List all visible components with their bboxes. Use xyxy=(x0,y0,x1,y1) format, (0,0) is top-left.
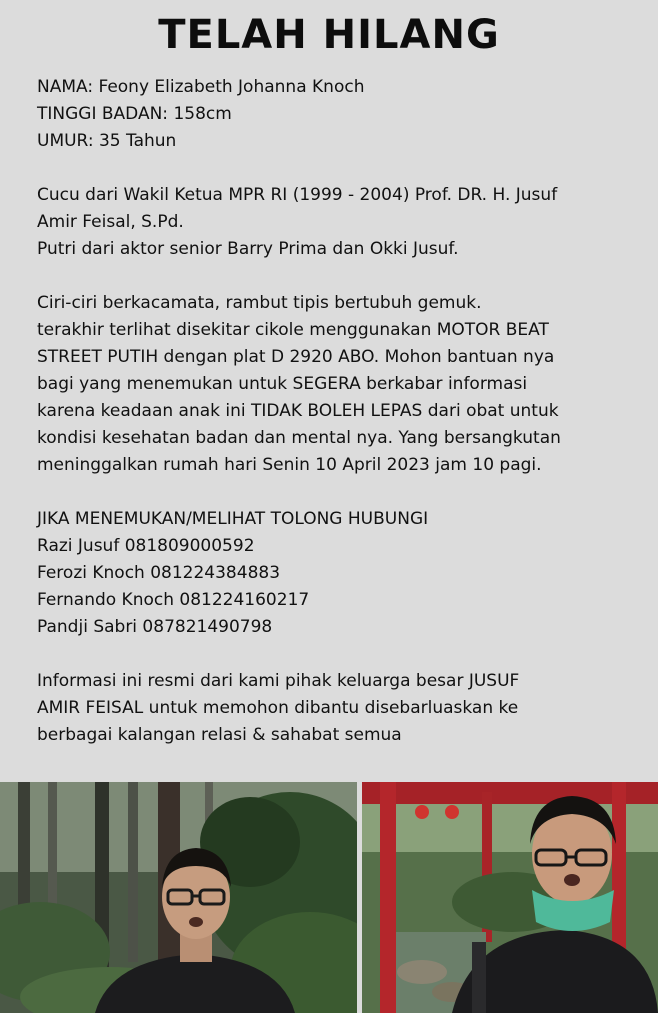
family-line: Putri dari aktor senior Barry Prima dan Okki Jusuf. xyxy=(37,239,459,259)
name-line: NAMA: Feony Elizabeth Johanna Knoch xyxy=(37,77,365,97)
description-line: kondisi kesehatan badan dan mental nya. Yang bersangkutan xyxy=(37,428,561,448)
family-line: Cucu dari Wakil Ketua MPR RI (1999 - 2004) Prof. DR. H. Jusuf xyxy=(37,185,558,205)
contact-line: Ferozi Knoch 081224384883 xyxy=(37,563,281,583)
age-line: UMUR: 35 Tahun xyxy=(37,131,177,151)
garden-pavilion-photo xyxy=(362,782,658,1013)
description-line: terakhir terlihat disekitar cikole menggunakan MOTOR BEAT xyxy=(37,320,549,340)
forest-photo xyxy=(0,782,357,1013)
contact-line: Fernando Knoch 081224160217 xyxy=(37,590,310,610)
description-line: STREET PUTIH dengan plat D 2920 ABO. Mohon bantuan nya xyxy=(37,347,555,367)
poster-title: TELAH HILANG xyxy=(158,12,500,58)
height-line: TINGGI BADAN: 158cm xyxy=(37,104,232,124)
garden-pavilion-illustration xyxy=(362,782,658,1013)
contact-line: Pandji Sabri 087821490798 xyxy=(37,617,273,637)
contact-heading: JIKA MENEMUKAN/MELIHAT TOLONG HUBUNGI xyxy=(37,509,429,529)
closing-line: AMIR FEISAL untuk memohon dibantu disebarluaskan ke xyxy=(37,698,519,718)
closing-line: berbagai kalangan relasi & sahabat semua xyxy=(37,725,402,745)
description-line: bagi yang menemukan untuk SEGERA berkabar informasi xyxy=(37,374,528,394)
description-line: meninggalkan rumah hari Senin 10 April 2023 jam 10 pagi. xyxy=(37,455,542,475)
poster-body xyxy=(37,74,637,749)
forest-photo-illustration xyxy=(0,782,357,1013)
photo-strip xyxy=(0,782,658,1013)
description-line: Ciri-ciri berkacamata, rambut tipis bertubuh gemuk. xyxy=(37,293,482,313)
description-line: karena keadaan anak ini TIDAK BOLEH LEPAS dari obat untuk xyxy=(37,401,559,421)
family-line: Amir Feisal, S.Pd. xyxy=(37,212,184,232)
contact-line: Razi Jusuf 081809000592 xyxy=(37,536,255,556)
closing-line: Informasi ini resmi dari kami pihak keluarga besar JUSUF xyxy=(37,671,520,691)
